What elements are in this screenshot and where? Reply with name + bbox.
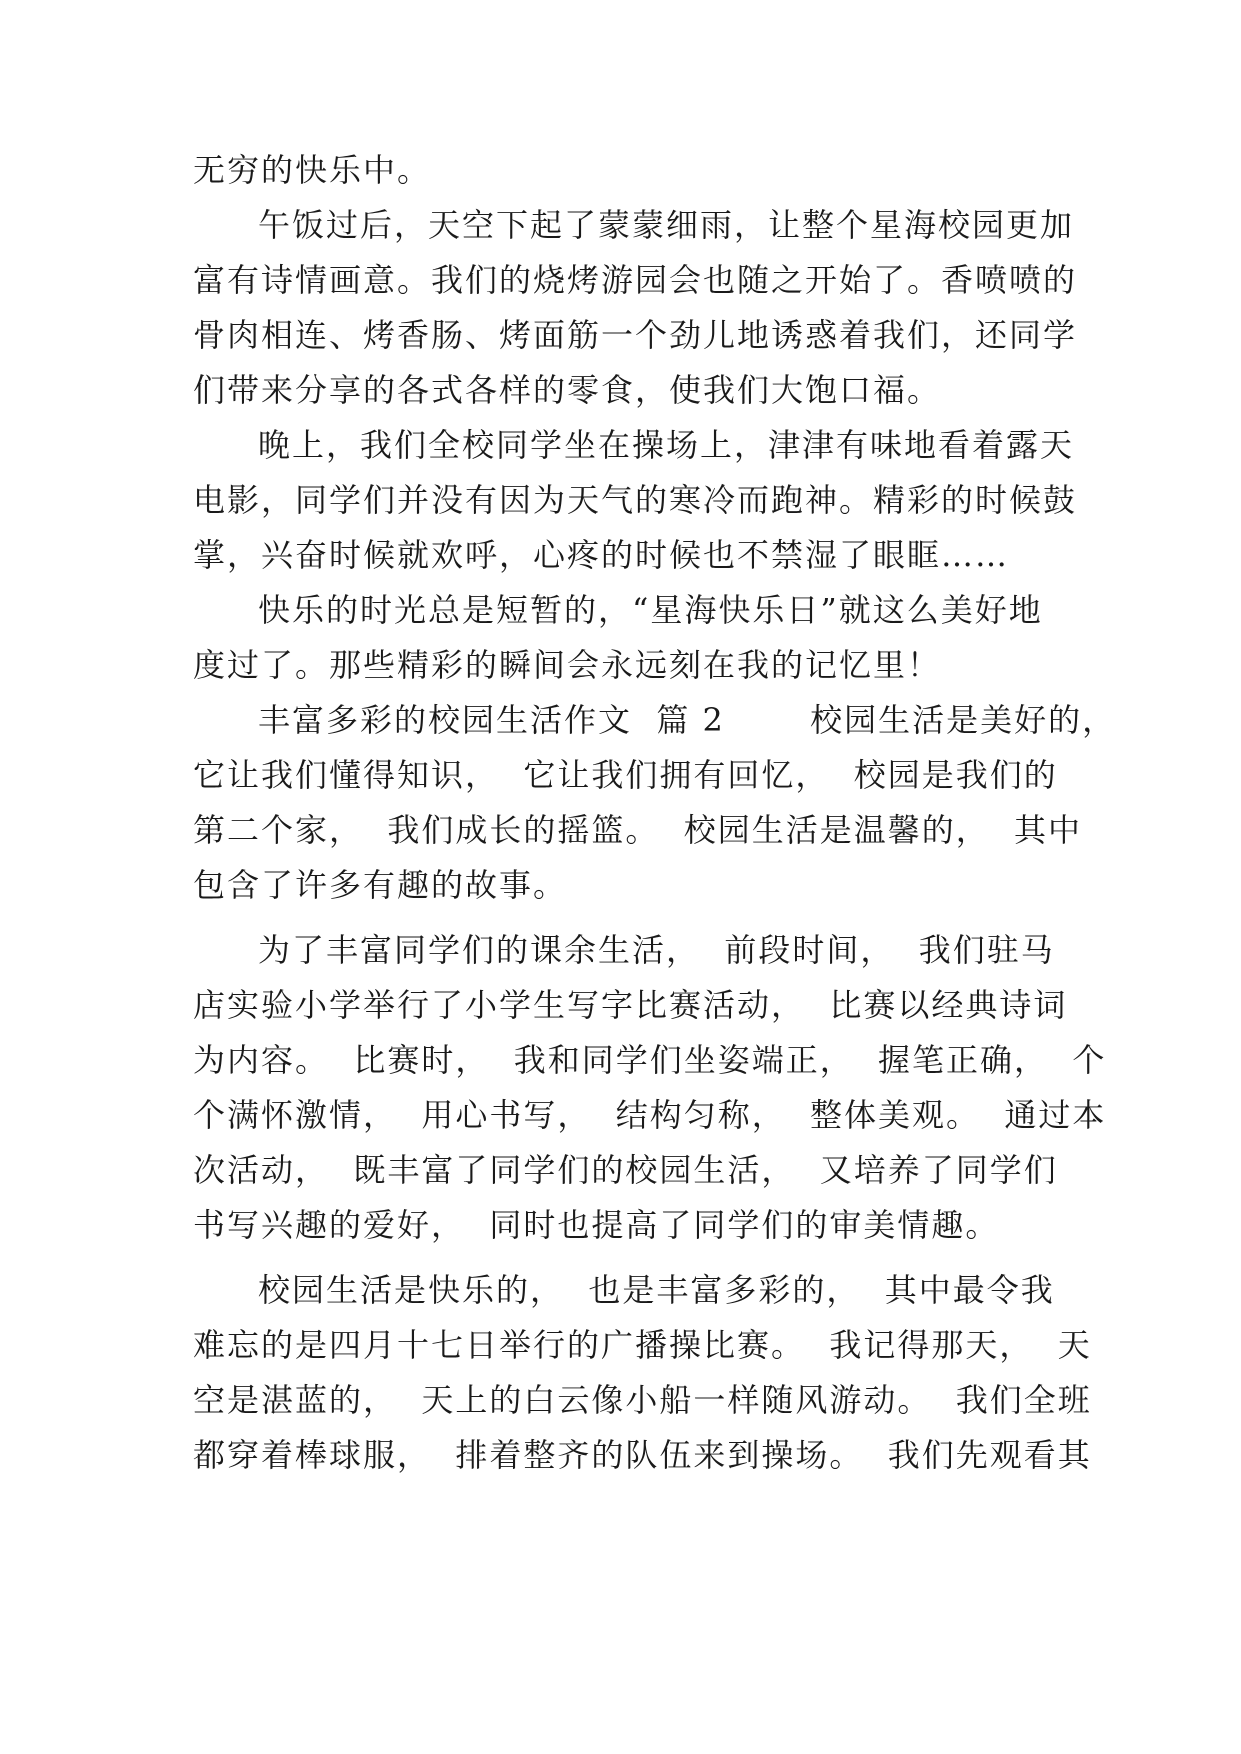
text-line: 富有诗情画意。我们的烧烤游园会也随之开始了。香喷喷的: [193, 261, 1078, 299]
text-line: 空是湛蓝的， 天上的白云像小船一样随风游动。 我们全班: [193, 1381, 1092, 1419]
text-line: 电影，同学们并没有因为天气的寒冷而跑神。精彩的时候鼓: [193, 481, 1078, 519]
text-line: 们带来分享的各式各样的零食，使我们大饱口福。: [193, 371, 942, 409]
text-line: 为内容。 比赛时， 我和同学们坐姿端正， 握笔正确， 个: [193, 1041, 1107, 1079]
text-line: 无穷的快乐中。: [193, 151, 432, 189]
text-line: 次活动， 既丰富了同学们的校园生活， 又培养了同学们: [193, 1151, 1058, 1189]
text-line: 书写兴趣的爱好， 同时也提高了同学们的审美情趣。: [193, 1206, 1000, 1244]
text-line: 包含了许多有趣的故事。: [193, 866, 568, 904]
paragraph-start-line: 晚上，我们全校同学坐在操场上，津津有味地看着露天: [258, 426, 1075, 464]
text-line: 骨肉相连、烤香肠、烤面筋一个劲儿地诱惑着我们，还同学: [193, 316, 1078, 354]
paragraph-start-line: 午饭过后，天空下起了蒙蒙细雨，让整个星海校园更加: [258, 206, 1075, 244]
text-line: 店实验小学举行了小学生写字比赛活动， 比赛以经典诗词: [193, 986, 1068, 1024]
text-line: 度过了。那些精彩的瞬间会永远刻在我的记忆里！: [193, 646, 942, 684]
text-line: 第二个家， 我们成长的摇篮。 校园生活是温馨的， 其中: [193, 811, 1083, 849]
text-line: 都穿着棒球服， 排着整齐的队伍来到操场。 我们先观看其: [193, 1436, 1092, 1474]
paragraph-start-line: 快乐的时光总是短暂的，“星海快乐日”就这么美好地: [258, 591, 1043, 629]
section-heading-line: 丰富多彩的校园生活作文 篇 2 校园生活是美好的，: [258, 701, 1117, 739]
text-line: 个满怀激情， 用心书写， 结构匀称， 整体美观。 通过本: [193, 1096, 1107, 1134]
text-line: 掌，兴奋时候就欢呼，心疼的时候也不禁湿了眼眶……: [193, 536, 1010, 574]
paragraph-start-line: 为了丰富同学们的课余生活， 前段时间， 我们驻马: [258, 931, 1055, 969]
text-line: 它让我们懂得知识， 它让我们拥有回忆， 校园是我们的: [193, 756, 1058, 794]
text-line: 难忘的是四月十七日举行的广播操比赛。 我记得那天， 天: [193, 1326, 1092, 1364]
paragraph-start-line: 校园生活是快乐的， 也是丰富多彩的， 其中最令我: [258, 1271, 1055, 1309]
